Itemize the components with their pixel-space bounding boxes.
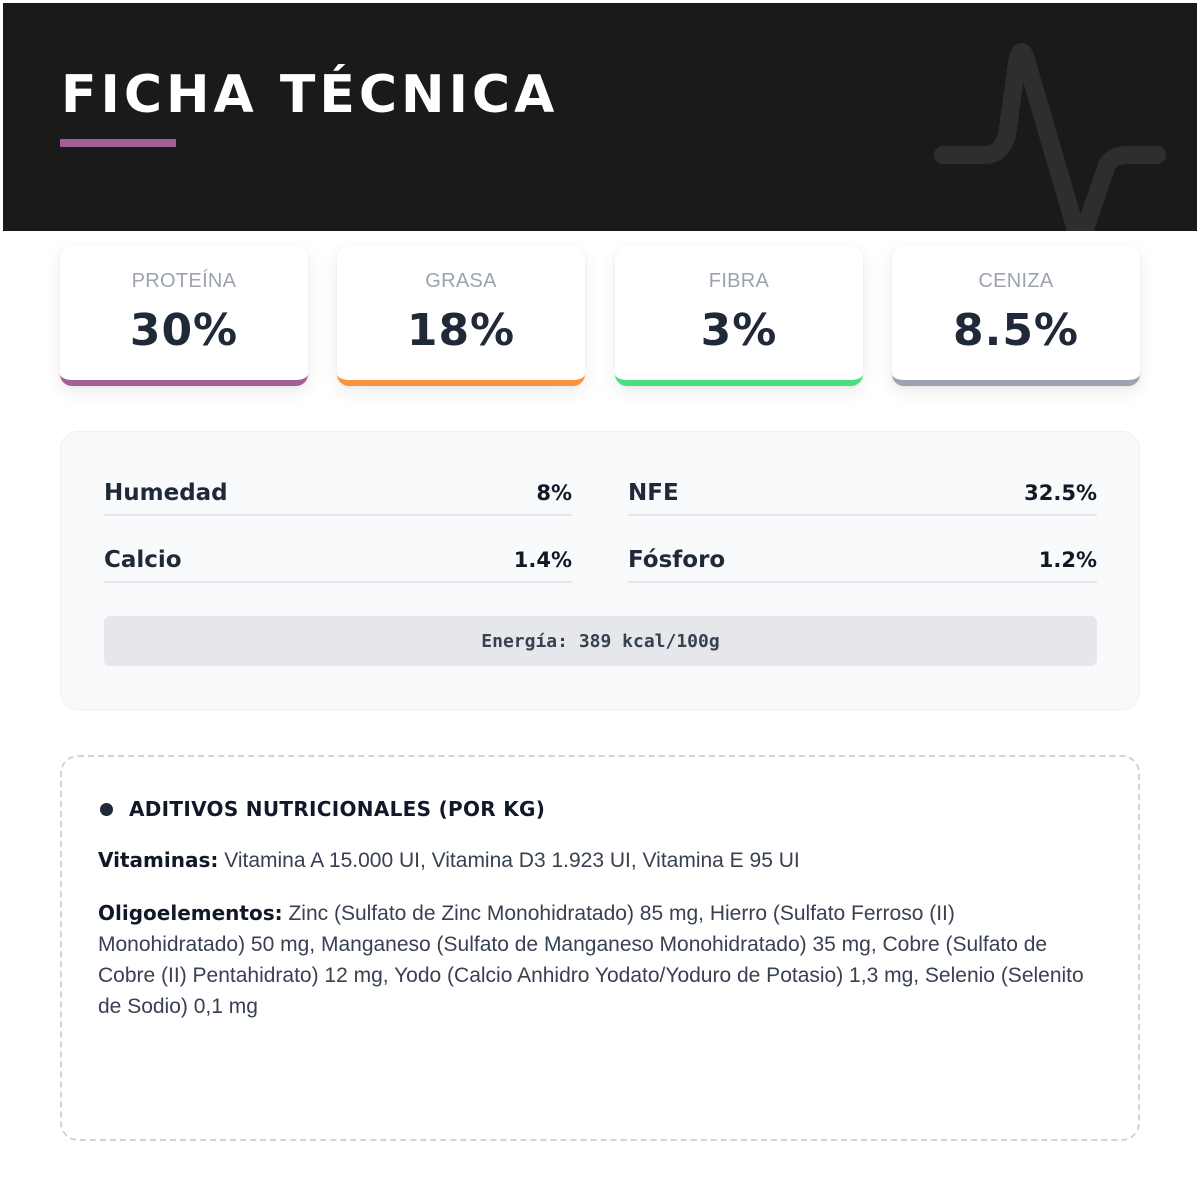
trace-elements-paragraph bbox=[98, 898, 1098, 1022]
stat-value: 18% bbox=[406, 305, 516, 356]
row-value: 8% bbox=[536, 481, 572, 505]
row-value: 32.5% bbox=[1024, 481, 1097, 505]
stat-card-ceniza bbox=[892, 246, 1140, 386]
row-value: 1.2% bbox=[1038, 548, 1097, 572]
analysis-row-fosforo bbox=[628, 539, 1097, 583]
row-label: NFE bbox=[628, 480, 679, 506]
row-value: 1.4% bbox=[513, 548, 572, 572]
analysis-row-nfe bbox=[628, 472, 1097, 516]
stat-value: 3% bbox=[700, 305, 778, 356]
trace-elements-label: Oligoelementos: bbox=[98, 901, 283, 925]
additives-heading-text: ADITIVOS NUTRICIONALES (POR KG) bbox=[129, 797, 546, 821]
stat-value: 30% bbox=[129, 305, 239, 356]
pulse-icon bbox=[923, 23, 1183, 231]
energy-bar: Energía: 389 kcal/100g bbox=[104, 616, 1097, 666]
stat-value: 8.5% bbox=[952, 305, 1080, 356]
trace-elements-text: Zinc (Sulfato de Zinc Monohidratado) 85 mg, Hierro (Sulfato Ferroso (II) Monohidratado) 50 mg, Manganeso (Sulfato de Manganeso Monohidratado) 35 mg, Cobre (Sulfato de Cobre (II) Pentahidrato) 12 mg, Yodo (Calcio Anhidro Yodato/Yoduro de Potasio) 1,3 mg, Selenio (Selenito de Sodio) 0,1 mg bbox=[98, 902, 1084, 1018]
stat-label: FIBRA bbox=[708, 270, 770, 292]
stat-label: CENIZA bbox=[978, 270, 1054, 292]
analysis-panel bbox=[60, 431, 1140, 710]
analysis-row-calcio bbox=[104, 539, 572, 583]
vitamins-paragraph bbox=[98, 845, 1098, 876]
stat-label: PROTEÍNA bbox=[131, 270, 237, 292]
row-label: Fósforo bbox=[628, 547, 726, 573]
additives-heading bbox=[100, 797, 545, 821]
header-banner bbox=[3, 3, 1197, 231]
bullet-icon bbox=[100, 803, 113, 816]
title-underline bbox=[60, 139, 176, 147]
page-title: FICHA TÉCNICA bbox=[61, 65, 559, 125]
stat-label: GRASA bbox=[425, 270, 497, 292]
vitamins-label: Vitaminas: bbox=[98, 848, 219, 872]
additives-panel bbox=[60, 755, 1140, 1141]
analysis-row-humedad bbox=[104, 472, 572, 516]
row-label: Humedad bbox=[104, 480, 228, 506]
stat-card-fibra bbox=[615, 246, 863, 386]
stat-card-proteina bbox=[60, 246, 308, 386]
vitamins-text: Vitamina A 15.000 UI, Vitamina D3 1.923 UI, Vitamina E 95 UI bbox=[224, 849, 800, 872]
stat-card-grasa bbox=[337, 246, 585, 386]
row-label: Calcio bbox=[104, 547, 182, 573]
